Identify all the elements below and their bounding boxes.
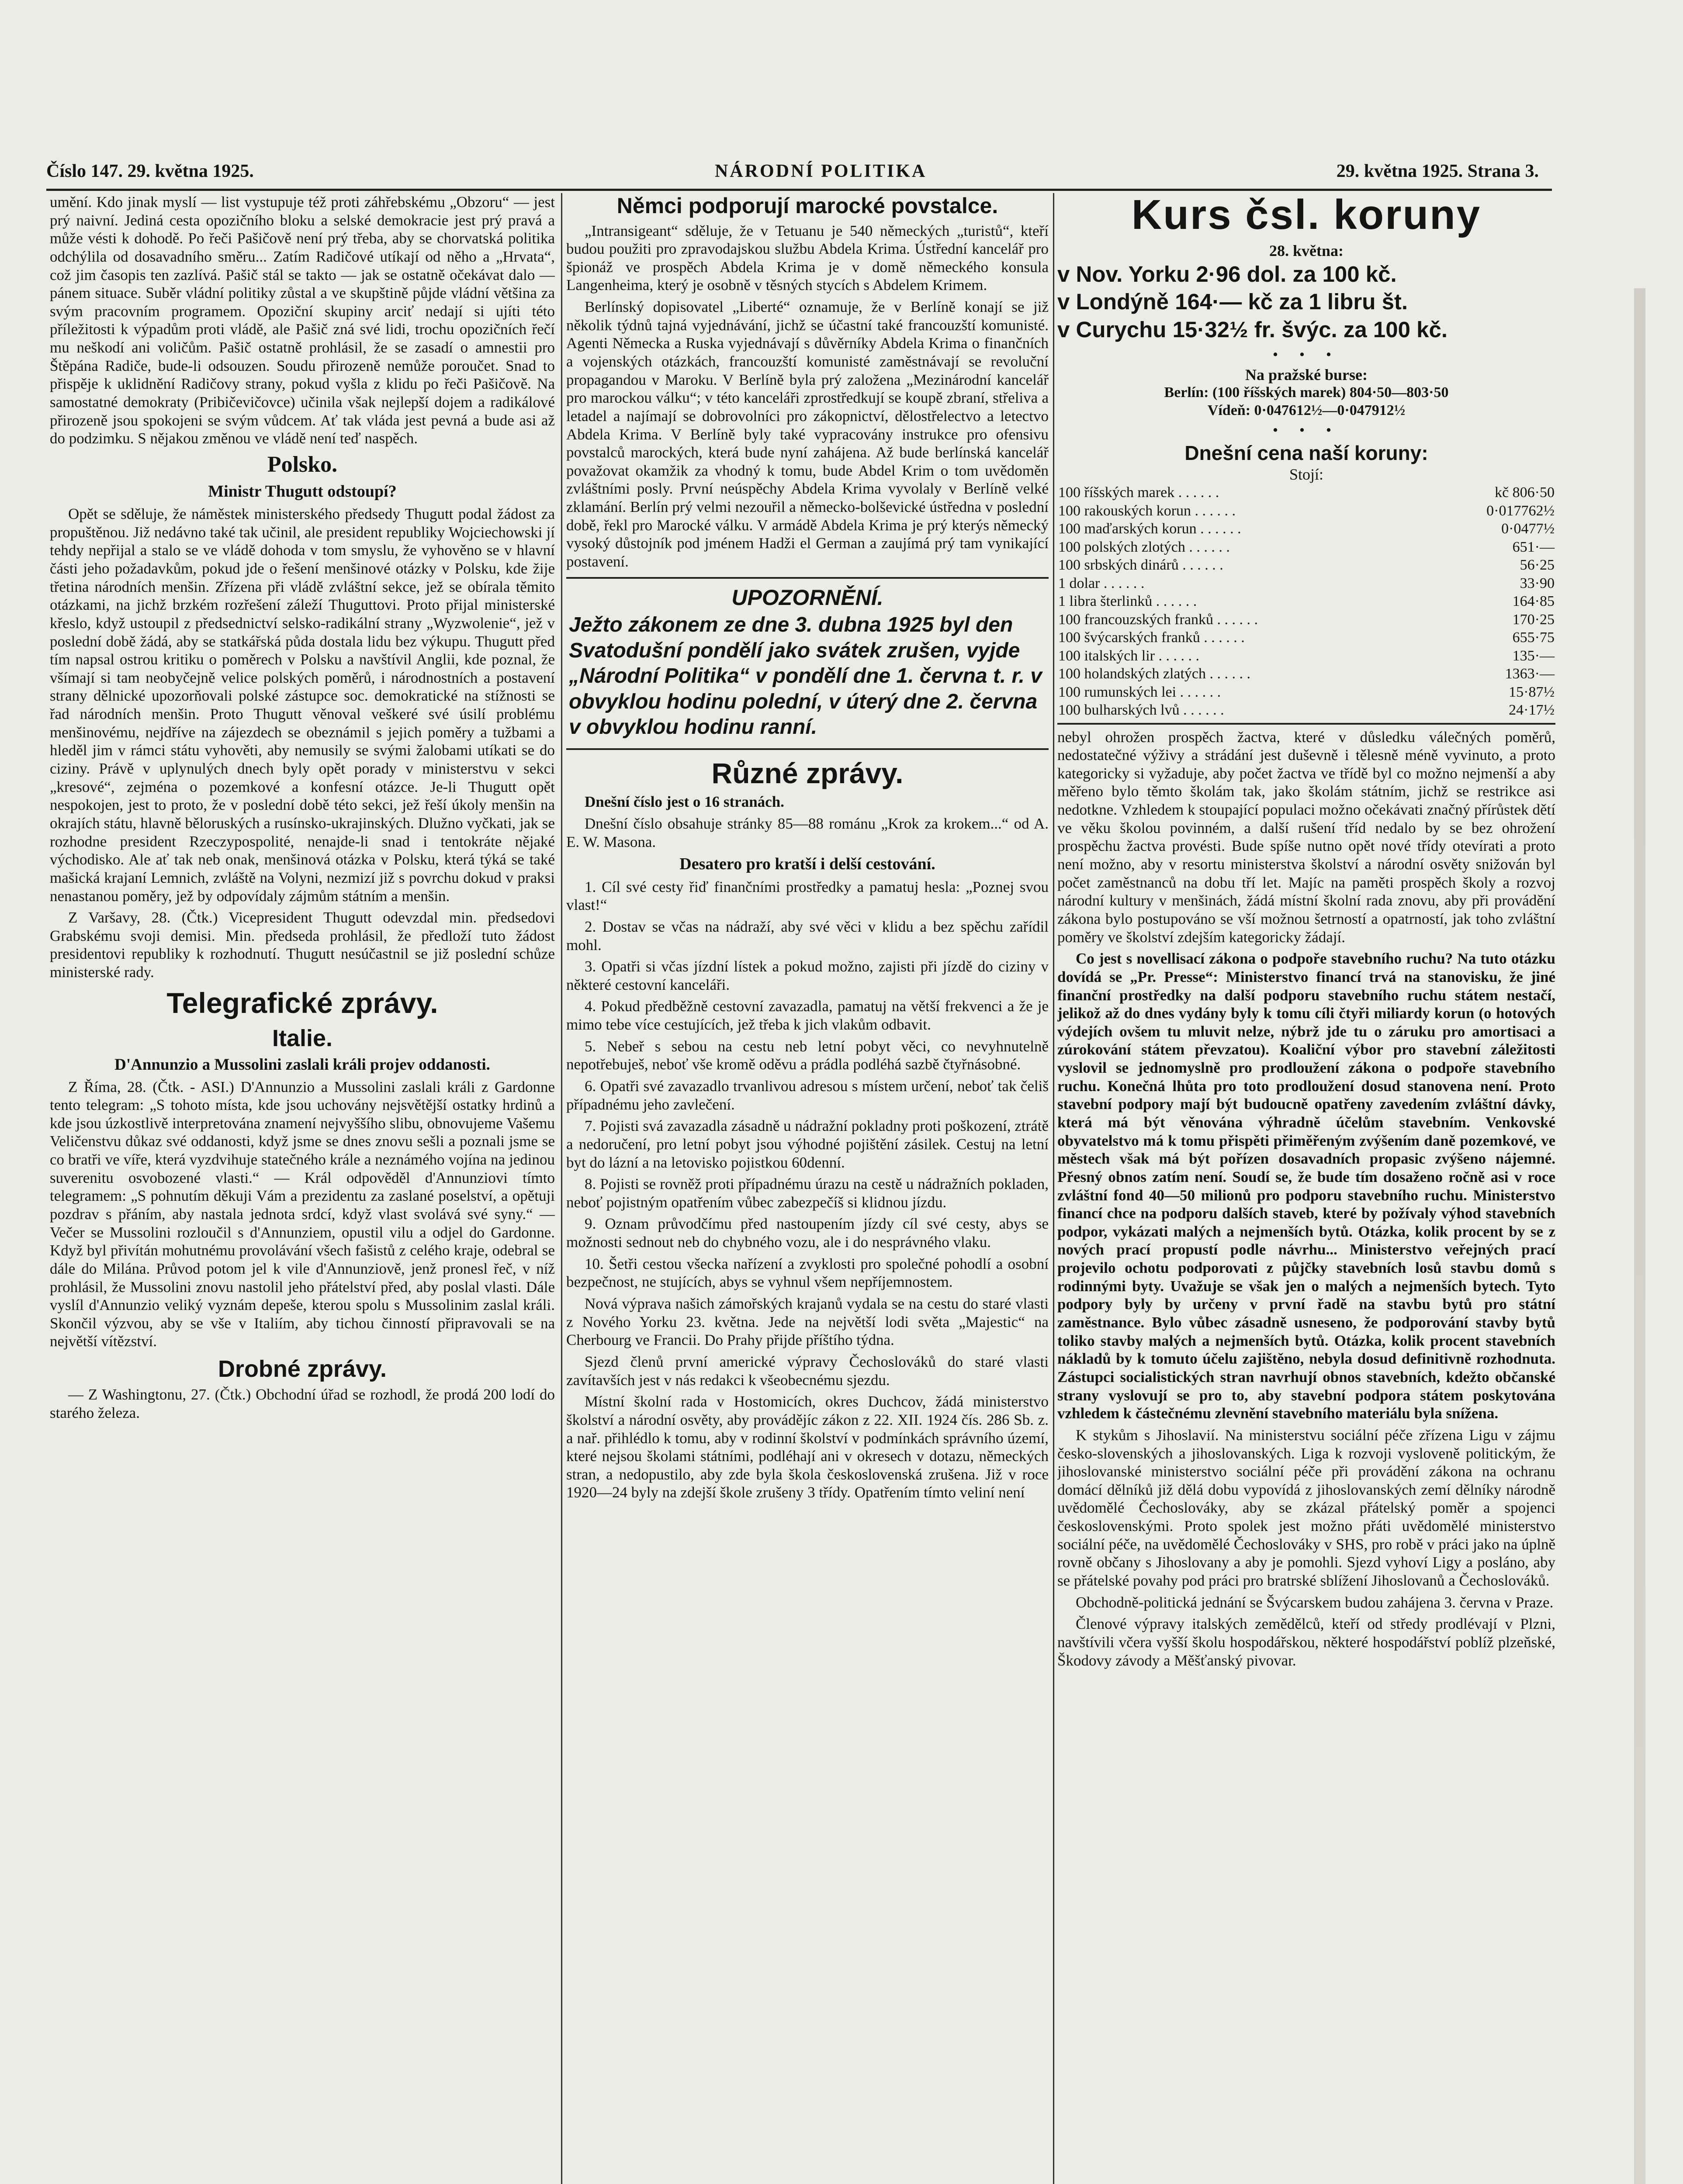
currency-value: 135·— xyxy=(1512,647,1555,664)
section-title: Telegrafické zprávy. xyxy=(166,986,438,1019)
currency-value: 56·25 xyxy=(1520,557,1555,574)
section-subtitle: Italie. xyxy=(272,1025,333,1052)
article-paragraph: Dnešní číslo jest o 16 stranách. xyxy=(585,793,784,811)
list-item: 7. Pojisti svá zavazadla zásadně u nádražní pokladny proti poškození, ztrátě a nedoručení, pro letní pobyt jsou výhodné pojištění zásilek. Cestuj na letní byt do lázní a na letovisko pojistkou 60denní. xyxy=(566,1117,1049,1171)
exchange-rate-title: Kurs čsl. koruny xyxy=(1131,193,1482,238)
article-paragraph: Z Varšavy, 28. (Čtk.) Vicepresident Thugutt odevzdal min. předsedovi Grabskému svoji demisi. Min. předseda prohlásil, že předloží tuto žádost presidentovi republiky k rozhodnutí. Thugutt nesúčastnil se již poslední schůze ministerské rady. xyxy=(50,909,555,981)
list-item: 10. Šetři cestou všecka nařízení a zvyklosti pro společné pohodlí a osobní bezpečnost, ne stujících, abys se vyhnul všem nepříjemnostem. xyxy=(566,1255,1049,1291)
column-1 xyxy=(50,193,555,2184)
burse-title: Na pražské burse: xyxy=(1245,366,1368,384)
list-item: 4. Pokud předběžně cestovní zavazadla, pamatuj na větší frekvenci a že je mimo tebe více cestujících, jež třeba k jich vlakům odbavit. xyxy=(566,998,1049,1033)
article-headline: Němci podporují marocké povstalce. xyxy=(616,194,998,218)
header-rule xyxy=(46,189,1552,191)
list-item: 6. Opatři své zavazadlo trvanlivou adresou s místem určení, neboť tak čeliš případnému jeho zavlečení. xyxy=(566,1077,1049,1113)
divider xyxy=(1057,723,1555,725)
currency-value: 164·85 xyxy=(1512,593,1555,610)
currency-value: 170·25 xyxy=(1512,611,1555,628)
article-paragraph: K stykům s Jihoslavií. Na ministerstvu sociální péče zřízena Ligu v zájmu česko-slovenských a jihoslovanských. Liga k rozvoji vysloveně politickým, že jihoslovanské ministerstvo sociální péče při provádění zákona na ochranu domácí dělníků již dělá dobu vypovídá z jihoslovanských zemí dělníky národně uvědomělé Čechoslováky, aby se zkázal přátelský poměr a spojenci československými. Proto spolek jest možno přáti uvědomělé ministerstvo sociální péče, na uvědomělé Čechoslováky v SHS, pro robě v práci jako na úplně rovně občany s Jihoslovany a aby je pomohli. Sjezd vyhoví Ligy a posláno, aby se přátelské povahy pod práci pro bratrské sblížení Jihoslovanů a Čechoslováků. xyxy=(1057,1426,1555,1590)
table-row xyxy=(1057,701,1555,719)
column-3 xyxy=(1057,193,1555,2184)
article-paragraph: Berlínský dopisovatel „Liberté“ oznamuje, že v Berlíně konají se již několik týdnů tajná vyjednávání, jichž se účastní také francouzští komunisté. Agenti Německa a Ruska vyjednávají s důvěrníky Abdela Krima o finančních a vojenských otázkách, francouzští komunisté zaměstnávají se revoluční propagandou v Maroku. V Berlíně byla prý založena „Mezinárodní kancelář pro marockou válku“; v této kanceláři zprostředkují se koupě zbraní, střeliva a letadel a najímají se dobrovolníci pro zákopnictví, dělostřelectvo a letectvo Abdela Krima. V Berlíně byly také vypracovány instrukce pro ofensivu povstalců marockých, která bude nyní zahájena. Až bude berlínská kancelář považovat okamžik za vhodný k tomu, bude Abdel Krim o tom uvědoměn zvláštními posly. První neúspěchy Abdela Krima vyvolaly v Berlíně velké zklamání. Berlín prý velmi nezouřil a německo-bolševické ústředna v poslední době, řekl pro Marocké válku. V armádě Abdela Krima je prý kterýs německý vysoký důstojník pod jménem Hadži el German a zaujímá prý tam vynikající postavení. xyxy=(566,298,1049,570)
currency-value: 15·87½ xyxy=(1509,684,1555,700)
currency-table xyxy=(1057,484,1555,719)
currency-label: 100 polských zlotých . . . . . . xyxy=(1058,539,1230,555)
article-paragraph: Opět se sděluje, že náměstek ministerského předsedy Thugutt podal žádost za propuštěnou. Již nedávno také tak učinil, ale president republiky Wojciechowski jí tehdy nepřijal a stalo se ve vládě dohoda v tom smyslu, že vyhověno se v hlavní části jeho požadavkům, pokud jde o řešení menšinové otázky v Polsku, kde žije třetina národních menšin. Zřízena při vládě zvláštní sekce, jež se obírala těmito otázkami, na jichž brzkém rozřešení záleží Thuguttovi. Proto přijal ministerské křeslo, když ustoupil z předsednictví selsko-radikální strany „Wyzwolenie“, jež v poslední době žádá, aby se statkářská půda dostala lidu bez výkupu. Thugutt před tím napsal ostrou kritiku o poměrech v Polsku a navštívil Anglii, kde poznal, že všímají si tam neobyčejně velice polských poměrů, i národnostních a postavení strany dělnické upozorňovali polské zástupce soc. demokratické na stížnosti se řad národních menšin. Proto Thugutt věnoval veškeré své úsilí problému menšinovému, nejdříve na zájezdech se obeznámil s jejich poměry a tužbami a hleděl jim v rámci státu vyhověti, aby nemusily se svými žalobami utíkati se do ciziny. Právě v uplynulých dnech byly opět porady v ministerstvu v sekci „kresové“, zejména o pozemkové a konfesní otázce. Je-li Thugutt opět nespokojen, jest to proto, že v poslední době této sekci, jež řeší úkoly menšin na okrajích státu, hlavně běloruských a rusínsko-ukrajinských. Dlužno vyčkati, jak se rozhodne president Rzeczypospolité, nenajde-li snad i tentokráte nějaké východisko. Ale ať tak neb onak, menšinová otázka v Polsku, která týká se také mašická krajaní Lemnich, zvláště na Volyni, nezmizí již s povrchu dokud v praksi nenastanou poměry, jež by odpovídaly zájmům státním a menšin. xyxy=(50,505,555,905)
article-paragraph: Místní školní rada v Hostomicích, okres Duchcov, žádá ministerstvo školství a národní osvěty, aby provádějíc zákon z 22. XII. 1924 čís. 286 Sb. z. a nař. přihlédlo k tomu, aby v rodinní školství v podmínkách správního území, které nejsou školami státními, podléhají ani v okresech v dotazu, německých stran, a nedopustilo, aby zde byla škola československá zrušena. Již v roce 1920—24 byly na zdejší škole zrušeny 3 třídy. Opatřením tímto veliní není xyxy=(566,1393,1049,1501)
page-date: 29. května 1925. Strana 3. xyxy=(1336,161,1539,181)
currency-label: 100 říšských marek . . . . . . xyxy=(1058,484,1219,501)
table-row xyxy=(1057,556,1555,574)
table-row xyxy=(1057,629,1555,646)
list-item: 5. Nebeř s sebou na cestu neb letní pobyt věci, co nevyhnutelně nepotřebuješ, neboť vše kromě oděvu a prádla podléhá sazbě čtyřnásobné. xyxy=(566,1037,1049,1073)
article-paragraph: Sjezd členů první americké výpravy Čechoslováků do staré vlasti zavítavších jest v nás redakci k všeobecnému sjezdu. xyxy=(566,1353,1049,1389)
column-2 xyxy=(566,193,1049,2184)
article-paragraph: Obchodně-politická jednání se Švýcarskem budou zahájena 3. června v Praze. xyxy=(1076,1593,1554,1611)
table-row xyxy=(1057,647,1555,665)
article-paragraph: Nová výprava našich zámořských krajanů vydala se na cestu do staré vlasti z Nového Yorku 23. května. Jede na největší lodi světa „Majestic“ na Cherbourg ve Francii. Do Prahy přijde příštího týdna. xyxy=(566,1295,1049,1349)
burse-berlin: Berlín: (100 říšských marek) 804·50—803·50 xyxy=(1164,384,1449,401)
currency-label: 100 rumunských lei . . . . . . xyxy=(1058,684,1221,700)
table-row xyxy=(1057,484,1555,501)
list-item: 8. Pojisti se rovněž proti případnému úrazu na cestě u nádražních pokladen, neboť pojistným opatřením vůbec zabezpečíš si klidnou jízdu. xyxy=(566,1175,1049,1211)
article-headline: D'Annunzio a Mussolini zaslali králi projev oddanosti. xyxy=(114,1055,490,1074)
masthead: NÁRODNÍ POLITIKA xyxy=(715,161,927,181)
currency-label: 1 libra šterlinků . . . . . . xyxy=(1058,593,1197,610)
table-row xyxy=(1057,592,1555,610)
currency-title: Dnešní cena naší koruny: xyxy=(1184,441,1428,464)
currency-value: 655·75 xyxy=(1512,629,1555,646)
currency-label: 100 švýcarských franků . . . . . . xyxy=(1058,629,1245,646)
separator-dots: • • • xyxy=(1272,422,1340,439)
currency-value: 1363·— xyxy=(1505,666,1555,682)
currency-label: 100 bulharských lvů . . . . . . xyxy=(1058,702,1224,719)
notice-box xyxy=(566,577,1049,750)
article-paragraph: Co jest s novellisací zákona o podpoře stavebního ruchu? Na tuto otázku dovídá se „Pr. Presse“: Ministerstvo financí trvá na stanovisku, že jiné finanční prostředky na další podporu stavebního ruchu státem nestačí, jelikož až do dnes vydány byly k tomu cíli čtyři miliardy korun (o hotových výdejích ovšem tu mluvit nelze, nýbrž jde tu o záruku pro amortisaci a zúrokování státem převzatou). Koaliční výbor pro stavební záležitosti vyslovil se jednomyslně pro prodloužení zákona o podpoře stavebního ruchu. Konečná lhůta pro toto prodloužení dosud stanovena není. Proto stavební podpory mají být budoucně opatřeny zavedením zvláštní dávky, která má být věnována výhradně účelům stavebním. Venkovské obyvatelstvo má k tomu přispěti přiměřeným zvýšením daně pozemkové, ve městech však má být pořízen dosavadních propasic zvýšeno nájemné. Přesný obnos zatím není. Soudí se, že bude tím dosaženo ročně asi v roce zvláštní fond 40—50 milionů pro podporu stavebního ruchu. Ministerstvo financí chce na podporu dalších staveb, které by požívaly výhod stavebních podpor, vykázati malých a nejmenších bytů. Otázka, kolik procent by se z nových prací propustí podle návrhu... Ministerstvo veřejných prací projevilo ochotu podporovati z půjčky stavebních losů stavbu domů s rodinnými byty. Uvažuje se však jen o malých a nejmenších bytech. Tyto podpory byly by určeny v první řadě na stavbu bytů pro státní zaměstnance. Bylo vůbec zásadně usneseno, že podporování stavby bytů toliko stavby malých a nejmenších bytů. Otázka, kolik procent stavebních nákladů by k tomuto účelu zajištěno, nebyla dosud definitivně rozhodnuta. Zástupci socialistických stran navrhují obnos stavebních, kdežto občanské strany vyslovují se pro to, aby stavební podpora státem poskytována vzhledem k částečnému zlevnění stavebního materiálu byla snížena. xyxy=(1057,950,1555,1422)
currency-label: 1 dolar . . . . . . xyxy=(1058,575,1145,591)
currency-label: 100 rakouských korun . . . . . . xyxy=(1058,502,1236,519)
article-paragraph: nebyl ohrožen prospěch žactva, které v důsledku válečných poměrů, nedostatečné výživy a strádání jest duševně i tělesně méně vyvinuto, a proto kategoricky si vyžaduje, aby počet žactva ve třídě byl co možno nejmenší a aby měřeno bylo těmto školám tak, jako školám státním, jichž se restrikce asi nedotkne. Vzhledem k stoupající populaci možno očekávati značný přírůstek dětí ve věku školou povinném, a další rušení tříd nedalo by se bez ohrožení prospěchu žactva provésti. Bude spíše nutno opět nové třídy otevírati a proto není možno, aby v resortu ministerstva školství a národní osvěty snižován byl počet zaměstnanců na dobu tří let. Majíc na paměti prospěch školy a rozvoj národní kultury v menšinách, žádá místní školní rada znovu, aby při provádění zákona bylo postupováno se vší možnou šetrností a opatrností, jak toho zvláštní poměry ve školství zdejším kategoricky žádají. xyxy=(1057,728,1555,946)
currency-label: 100 maďarských korun . . . . . . xyxy=(1058,521,1241,537)
article-paragraph: Z Říma, 28. (Čtk. - ASI.) D'Annunzio a Mussolini zaslali králi z Gardonne tento telegram: „S tohoto místa, kde jsou uchovány nejsvětější ostatky hrdinů a kde jsou úzkostlivě interpretována znamení nejvyššího slibu, obnovujeme Vašemu Veličenstvu důkaz své oddanosti, když jsme se dnes znovu sešli a poznali jsme se co bratři ve víře, která vyzdvihuje statečného krále a neznámého vojína na jedinou suverenitu osvobozené vlasti.“ — Král odpověděl d'Annunziovi tímto telegramem: „S pohnutím děkuji Vám a prezidentu za zaslané poselství, a opětuji pozdrav s přáním, aby nastala jednota srdcí, když vlast svolává své syny.“ — Večer se Mussolini rozloučil s d'Annunziem, opustil vilu a odjel do Gardonne. Když byl přivítán mohutnému provolávání všech fašistů z celého kraje, odebral se dále do Milána. Průvod potom jel k vile d'Annunziově, jenž pronesl řeč, v níž prohlásil, že Mussolini znovu nastolil jeho přátelství před, aby poslal vlasti. Dále vyslíl d'Annunzio veliký vyznám depeše, kterou spolu s Mussolinim zaslal králi. Skončil výzvou, aby se vše v Italiím, aby tichou činností připravovali se na největší vítězství. xyxy=(50,1078,555,1350)
article-paragraph: umění. Kdo jinak myslí — list vystupuje též proti záhřebskému „Obzoru“ — jest prý naivní. Jediná cesta opozičního bloku a selské demokracie jest prý pravá a může vésti k dohodě. Po řeči Pašičově není prý třeba, aby se chorvatská politika odchýlila od dosavadního směru... Zatím Radičové utíkají od něho a „Hrvata“, což jim časopis ten zazlívá. Pašič stál se takto — jak se ostatně očekávat dalo — pánem situace. Suběr vládní politiky zůstal a ve skupštině půjde vládní většina za svým pracovním programem. Opoziční skupiny arciť nedají si ujíti této příležitosti k výpadům proti vládě, ale Pašič zná své lidi, trochu opozičních řečí mu neškodí ani voličům. Pašič ostatně prohlásil, že se zasadí o amnestii pro Štěpána Radiče, bude-li odsouzen. Soudu přirozeně nemůže poroučet. Snad to přispěje k uklidnění Radičovy strany, pokud vyšla z klidu po řeči Pašičově. Na samostatné demokraty (Pribičevičovce) učinila však nejlepší dojem a radikálové přirozeně jsou spokojeni se svým vůdcem. Ať tak vláda jest pevná a bude asi až do podzimku. S nějakou změnou ve vládě není teď naspěch. xyxy=(50,194,555,447)
rate-line: v Curychu 15·32½ fr. švýc. za 100 kč. xyxy=(1057,317,1448,342)
currency-label: 100 srbských dinárů . . . . . . xyxy=(1058,557,1223,574)
section-title: Drobné zprávy. xyxy=(218,1356,387,1382)
list-item: 2. Dostav se včas na nádraží, aby své věci v klidu a bez spěchu zařídil mohl. xyxy=(566,918,1049,954)
rate-line: v Nov. Yorku 2·96 dol. za 100 kč. xyxy=(1057,261,1397,287)
table-row xyxy=(1057,520,1555,538)
table-row xyxy=(1057,611,1555,629)
rate-line: v Londýně 164·— kč za 1 libru št. xyxy=(1057,289,1408,314)
currency-label: 100 italských lir . . . . . . xyxy=(1058,647,1199,664)
currency-value: kč 806·50 xyxy=(1495,484,1555,501)
list-item: 9. Oznam průvodčímu před nastoupením jízdy cíl své cesty, abys se možnosti sednout neb do chybného vozu, ale i do nesprávného vlaku. xyxy=(566,1215,1049,1251)
burse-viden: Vídeň: 0·047612½—0·047912½ xyxy=(1207,402,1406,418)
table-row xyxy=(1057,502,1555,520)
currency-value: 33·90 xyxy=(1520,575,1555,591)
article-paragraph: Dnešní číslo obsahuje stránky 85—88 románu „Krok za krokem...“ od A. E. W. Masona. xyxy=(566,815,1049,850)
currency-label: 100 holandských zlatých . . . . . . xyxy=(1058,666,1251,682)
column-divider xyxy=(561,193,562,2184)
list-item: 1. Cíl své cesty řiď finančními prostředky a pamatuj hesla: „Pozneј svou vlast!“ xyxy=(566,878,1049,914)
separator-dots: • • • xyxy=(1272,346,1340,363)
issue-number: Číslo 147. 29. května 1925. xyxy=(46,161,254,181)
exchange-rate-date: 28. května: xyxy=(1269,242,1344,259)
section-title: Různé zprávy. xyxy=(711,757,904,789)
table-row xyxy=(1057,574,1555,592)
article-paragraph: — Z Washingtonu, 27. (Čtk.) Obchodní úřad se rozhodl, že prodá 200 lodí do starého železa. xyxy=(50,1386,555,1422)
currency-value: 24·17½ xyxy=(1509,702,1555,719)
currency-value: 651·— xyxy=(1512,539,1555,555)
section-title: Polsko. xyxy=(267,452,338,477)
table-row xyxy=(1057,538,1555,556)
article-headline: Desatero pro kratší i delší cestování. xyxy=(679,855,935,874)
currency-value: 0·0477½ xyxy=(1501,521,1555,537)
table-row xyxy=(1057,665,1555,683)
currency-label: 100 francouzských franků . . . . . . xyxy=(1058,611,1258,628)
scan-edge xyxy=(1634,288,1645,2184)
page-header xyxy=(46,161,1539,187)
table-row xyxy=(1057,683,1555,701)
currency-value: 0·017762½ xyxy=(1486,502,1555,519)
currency-subtitle: Stojí: xyxy=(1289,465,1324,483)
notice-title: UPOZORNĚNÍ. xyxy=(731,585,883,610)
column-divider xyxy=(1053,193,1054,2184)
article-headline: Ministr Thugutt odstoupí? xyxy=(208,482,397,501)
notice-text: Ježto zákonem ze dne 3. dubna 1925 byl den Svatodušní pondělí jako svátek zrušen, vyjde „Národní Politika“ v pondělí dne 1. června t. r. v obvyklou hodinu polední, v úterý dne 2. června v obvyklou hodinu ranní. xyxy=(569,613,1042,739)
article-paragraph: Členové výpravy italských zemědělců, kteří od středy prodlévají v Plzni, navštívili včera vyšší školu hospodářskou, některé hospodářství poblíž plzeňské, Škodovy závody a Měšťanský pivovar. xyxy=(1057,1615,1555,1669)
list-item: 3. Opatři si včas jízdní lístek a pokud možno, zajisti při jízdě do ciziny v některé cestovní kanceláři. xyxy=(566,958,1049,993)
article-paragraph: „Intransigeant“ sděluje, že v Tetuanu je 540 německých „turistů“, kteří budou použiti pro zpravodajskou službu Abdela Krima. Ústřední kancelář pro špionáž ve prospěch Abdela Krima je v domě německého konsula Langenheima, který je osobně v těsných stycích s Abdelem Krimem. xyxy=(566,222,1049,294)
